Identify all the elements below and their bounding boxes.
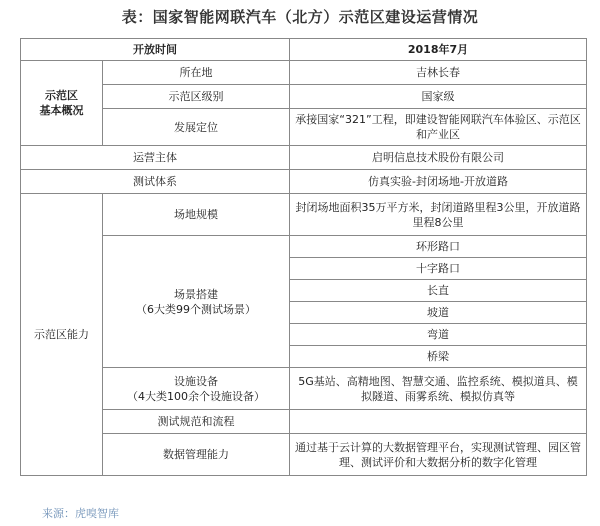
- row-value-positioning: 承接国家“321”工程，即建设智能网联汽车体验区、示范区和产业区: [290, 109, 587, 146]
- row-value-location: 吉林长春: [290, 61, 587, 85]
- table-row: [21, 194, 587, 236]
- table-row: [21, 109, 587, 146]
- row-label-level: 示范区级别: [103, 85, 290, 109]
- scene-item: 桥梁: [290, 346, 587, 368]
- group-basic-overview: 示范区 基本概况: [21, 61, 103, 146]
- row-value-level: 国家级: [290, 85, 587, 109]
- row-label-scenes: 场景搭建 （6大类99个测试场景）: [103, 236, 290, 368]
- table-row: [21, 61, 587, 85]
- row-value-operator: 启明信息技术股份有限公司: [290, 146, 587, 170]
- row-value-facilities: 5G基站、高精地图、智慧交通、监控系统、模拟道具、模拟隧道、雨雾系统、模拟仿真等: [290, 368, 587, 410]
- source-note: 来源：虎嗅智库: [42, 507, 119, 520]
- row-label-facilities: 设施设备 （4大类100余个设施设备）: [103, 368, 290, 410]
- row-value-test-system: 仿真实验-封闭场地-开放道路: [290, 170, 587, 194]
- table-row: [21, 368, 587, 410]
- table-row: [21, 236, 587, 258]
- table-row: [21, 170, 587, 194]
- row-label-test-system: 测试体系: [21, 170, 290, 194]
- table-title: 表：国家智能网联汽车（北方）示范区建设运营情况: [121, 8, 479, 26]
- info-table: [20, 38, 587, 476]
- scene-item: 环形路口: [290, 236, 587, 258]
- scene-item: 十字路口: [290, 258, 587, 280]
- row-label-test-spec: 测试规范和流程: [103, 410, 290, 434]
- scene-item: 坡道: [290, 302, 587, 324]
- table-row: [21, 434, 587, 476]
- scene-item: 长直: [290, 280, 587, 302]
- header-date: 2018年7月: [290, 39, 587, 61]
- group-capability: 示范区能力: [21, 194, 103, 476]
- scene-item: 弯道: [290, 324, 587, 346]
- row-label-data-mgmt: 数据管理能力: [103, 434, 290, 476]
- row-label-location: 所在地: [103, 61, 290, 85]
- table-row: [21, 146, 587, 170]
- row-label-positioning: 发展定位: [103, 109, 290, 146]
- row-value-test-spec: [290, 410, 587, 434]
- header-open-time: 开放时间: [21, 39, 290, 61]
- row-value-site-scale: 封闭场地面积35万平方米，封闭道路里程3公里，开放道路里程8公里: [290, 194, 587, 236]
- row-label-site-scale: 场地规模: [103, 194, 290, 236]
- table-row: [21, 410, 587, 434]
- row-label-operator: 运营主体: [21, 146, 290, 170]
- table-header-row: [21, 39, 587, 61]
- row-value-data-mgmt: 通过基于云计算的大数据管理平台，实现测试管理、园区管理、测试评价和大数据分析的数字化管理: [290, 434, 587, 476]
- table-row: [21, 85, 587, 109]
